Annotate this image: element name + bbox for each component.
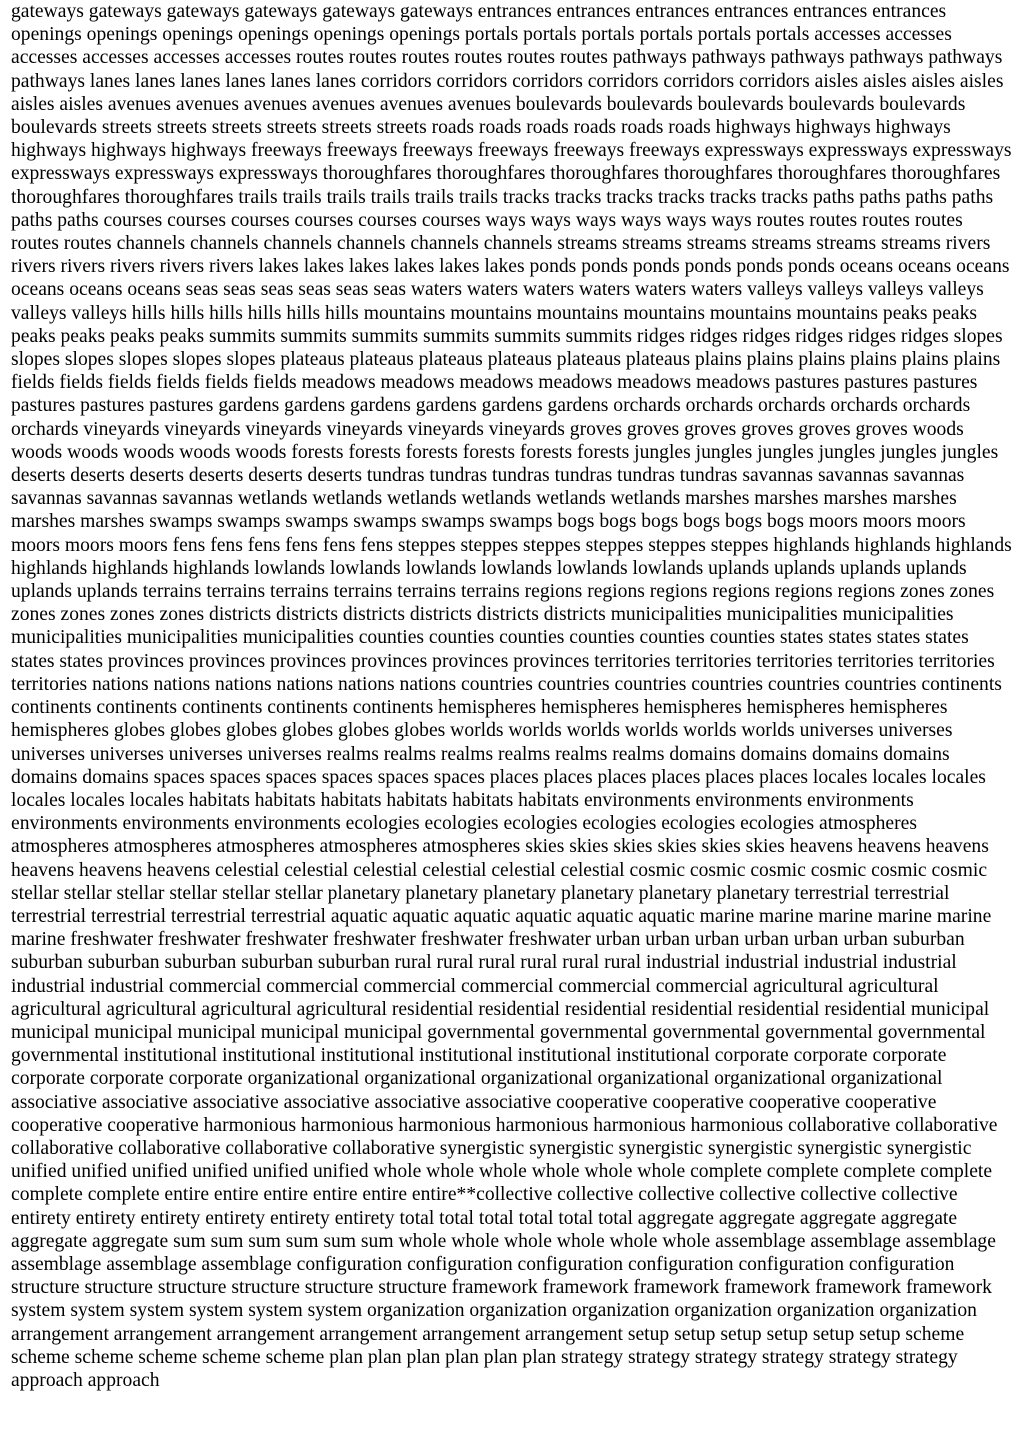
body-text: gateways gateways gateways gateways gateways gateways entrances entrances entrances entrances entrances entrances openings openings openings openings openings openings portals portals portals portals portals portals accesses accesses accesses accesses accesses accesses routes routes routes routes routes routes pathways pathways pathways pathways pathways pathways lanes lanes lanes lanes lanes lanes corridors corridors corridors corridors corridors corridors aisles aisles aisles aisles aisles aisles avenues avenues avenues avenues avenues avenues boulevards boulevards boulevards boulevards boulevards boulevards streets streets streets streets streets streets roads roads roads roads roads roads highways highways highways highways highways highways freeways freeways freeways freeways freeways freeways expressways expressways expressways expressways expressways expressways thoroughfares thoroughfares thoroughfares thoroughfares thoroughfares thoroughfares thoroughfares thoroughfares trails trails trails trails trails trails tracks tracks tracks tracks tracks tracks paths paths paths paths paths paths courses courses courses courses courses courses ways ways ways ways ways ways routes routes routes routes routes routes channels channels channels channels channels channels streams streams streams streams streams streams rivers rivers rivers rivers rivers rivers lakes lakes lakes lakes lakes lakes ponds ponds ponds ponds ponds ponds oceans oceans oceans oceans oceans oceans seas seas seas seas seas seas waters waters waters waters waters waters valleys valleys valleys valleys valleys valleys hills hills hills hills hills hills mountains mountains mountains mountains mountains mountains peaks peaks peaks peaks peaks peaks summits summits summits summits summits summits ridges ridges ridges ridges ridges ridges slopes slopes slopes slopes slopes slopes plateaus plateaus plateaus plateaus plateaus plateaus plains plains plains plains plains plains fields fields fields fields fields fields meadows meadows meadows meadows meadows meadows pastures pastures pastures pastures pastures pastures gardens gardens gardens gardens gardens gardens orchards orchards orchards orchards orchards orchards vineyards vineyards vineyards vineyards vineyards vineyards groves groves groves groves groves groves woods woods woods woods woods woods forests forests forests forests forests forests jungles jungles jungles jungles jungles jungles deserts deserts deserts deserts deserts deserts tundras tundras tundras tundras tundras tundras savannas savannas savannas savannas savannas savannas wetlands wetlands wetlands wetlands wetlands wetlands marshes marshes marshes marshes marshes marshes swamps swamps swamps swamps swamps swamps bogs bogs bogs bogs bogs bogs moors moors moors moors moors moors fens fens fens fens fens fens steppes steppes steppes steppes steppes steppes highlands highlands highlands highlands highlands highlands lowlands lowlands lowlands lowlands lowlands lowlands uplands uplands uplands uplands uplands uplands terrains terrains terrains terrains terrains terrains regions regions regions regions regions regions zones zones zones zones zones zones districts districts districts districts districts districts municipalities municipalities municipalities municipalities municipalities municipalities counties counties counties counties counties counties states states states states states states provinces provinces provinces provinces provinces provinces territories territories territories territories territories territories nations nations nations nations nations nations countries countries countries countries countries countries continents continents continents continents continents continents hemispheres hemispheres hemispheres hemispheres hemispheres hemispheres globes globes globes globes globes globes worlds worlds worlds worlds worlds worlds universes universes universes universes universes universes realms realms realms realms realms realms domains domains domains domains domains domains spaces spaces spaces spaces spaces spaces places places places places places places locales locales locales locales locales locales habitats habitats habitats habitats habitats habitats environments environments environments environments environments environments ecologies ecologies ecologies ecologies ecologies ecologies atmospheres atmospheres atmospheres atmospheres atmospheres atmospheres skies skies skies skies skies skies heavens heavens heavens heavens heavens heavens celestial celestial celestial celestial celestial celestial cosmic cosmic cosmic cosmic cosmic cosmic stellar stellar stellar stellar stellar stellar planetary planetary planetary planetary planetary planetary terrestrial terrestrial terrestrial terrestrial terrestrial terrestrial aquatic aquatic aquatic aquatic aquatic aquatic marine marine marine marine marine marine freshwater freshwater freshwater freshwater freshwater freshwater urban urban urban urban urban urban suburban suburban suburban suburban suburban suburban rural rural rural rural rural rural industrial industrial industrial industrial industrial industrial commercial commercial commercial commercial commercial commercial agricultural agricultural agricultural agricultural agricultural agricultural residential residential residential residential residential residential municipal municipal municipal municipal municipal municipal governmental governmental governmental governmental governmental governmental institutional institutional institutional institutional institutional institutional corporate corporate corporate corporate corporate corporate organizational organizational organizational organizational organizational organizational associative associative associative associative associative associative cooperative cooperative cooperative cooperative cooperative cooperative harmonious harmonious harmonious harmonious harmonious harmonious collaborative collaborative collaborative collaborative collaborative collaborative synergistic synergistic synergistic synergistic synergistic synergistic unified unified unified unified unified unified whole whole whole whole whole whole complete complete complete complete complete complete entire entire entire entire entire entire**collective collective collective collective collective collective entirety entirety entirety entirety entirety entirety total total total total total total aggregate aggregate aggregate aggregate aggregate aggregate sum sum sum sum sum sum whole whole whole whole whole whole assemblage assemblage assemblage assemblage assemblage assemblage configuration configuration configuration configuration configuration configuration structure structure structure structure structure structure framework framework framework framework framework framework system system system system system system organization organization organization organization organization organization arrangement arrangement arrangement arrangement arrangement arrangement setup setup setup setup setup setup scheme scheme scheme scheme scheme scheme plan plan plan plan plan plan strategy strategy strategy strategy strategy strategy approach approach [11,1,1012,1391]
